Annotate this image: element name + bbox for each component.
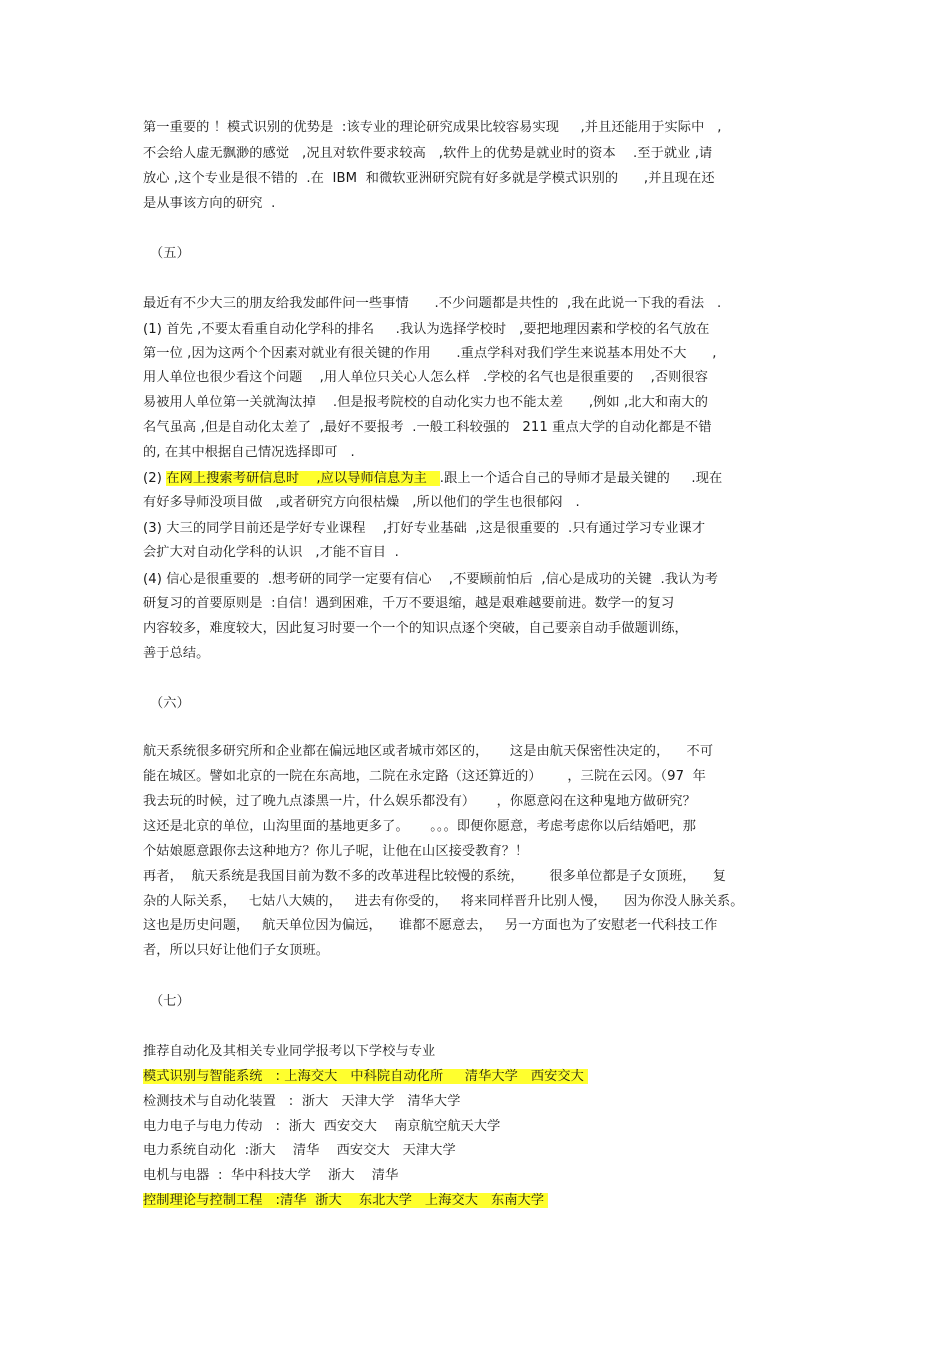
section-intro: 最近有不少大三的朋友给我发邮件问一些事情 .不少问题都是共性的 ,我在此说一下我的看法 . xyxy=(143,296,722,311)
paragraph-line: 不会给人虚无飘渺的感觉 ,况且对软件要求较高 ,软件上的优势是就业时的资本 .至于就业 ,请 xyxy=(143,146,713,161)
paragraph-line: 第一重要的 ！模式识别的优势是 :该专业的理论研究成果比较容易实现 ,并且还能用于实际中 , xyxy=(143,120,722,135)
list-item-line xyxy=(143,469,722,489)
recommendation-row: 电力系统自动化 :浙大 清华 西安交大 天津大学 xyxy=(143,1143,456,1158)
paragraph-line: 者，所以只好让他们子女顶班。 xyxy=(143,943,330,958)
list-item-line: (1) 首先 ,不要太看重自动化学科的排名 .我认为选择学校时 ,要把地理因素和学校的名气放在 xyxy=(143,322,710,337)
paragraph-line: 能在城区。譬如北京的一院在东高地，二院在永定路（这还算近的） ，三院在云冈。（97 年 xyxy=(143,769,706,784)
paragraph-line: 杂的人际关系， 七姑八大姨的， 进去有你受的， 将来同样晋升比别人慢， 因为你没人脉关系。 xyxy=(143,894,744,909)
paragraph-line: 我去玩的时候，过了晚九点漆黑一片，什么娱乐都没有） ，你愿意闷在这种鬼地方做研究？ xyxy=(143,794,696,809)
list-item-line: 名气虽高 ,但是自动化太差了 ,最好不要报考 .一般工科较强的 211 重点大学的自动化都是不错 xyxy=(143,420,712,435)
recommendation-row: 电力电子与电力传动 : 浙大 西安交大 南京航空航天大学 xyxy=(143,1119,501,1134)
recommendation-row xyxy=(143,1067,588,1087)
highlighted-text: 模式识别与智能系统 : 上海交大 中科院自动化所 清华大学 西安交大 xyxy=(143,1069,589,1084)
list-item-line: (4) 信心是很重要的 .想考研的同学一定要有信心 ,不要顾前怕后 ,信心是成功的关键 .我认为考 xyxy=(143,572,718,587)
paragraph-line: 个姑娘愿意跟你去这种地方？你儿子呢，让他在山区接受教育？！ xyxy=(143,844,529,859)
paragraph-line: 这也是历史问题， 航天单位因为偏远， 谁都不愿意去， 另一方面也为了安慰老一代科技工作 xyxy=(143,918,718,933)
paragraph-line: 这还是北京的单位，山沟里面的基地更多了。 。。。即便你愿意，考虑考虑你以后结婚吧，那 xyxy=(143,819,697,834)
paragraph-line: 再者， 航天系统是我国目前为数不多的改革进程比较慢的系统， 很多单位都是子女顶班， 复 xyxy=(143,869,726,884)
list-item-line: 会扩大对自动化学科的认识 ,才能不盲目 . xyxy=(143,545,399,560)
paragraph-line: 航天系统很多研究所和企业都在偏远地区或者城市郊区的， 这是由航天保密性决定的， 不可 xyxy=(143,744,714,759)
recommendation-row: 电机与电器 : 华中科技大学 浙大 清华 xyxy=(143,1168,399,1183)
list-item-line: 的, 在其中根据自己情况选择即可 . xyxy=(143,445,355,460)
list-item-line: 有好多导师没项目做 ,或者研究方向很枯燥 ,所以他们的学生也很郁闷 . xyxy=(143,495,580,510)
paragraph-line: 是从事该方向的研究 . xyxy=(143,196,276,211)
item-number: (2) xyxy=(143,471,167,486)
item-text: .跟上一个适合自己的导师才是最关键的 .现在 xyxy=(439,471,723,486)
section-heading: （七） xyxy=(150,994,190,1009)
list-item-line: 研复习的首要原则是 :自信！遇到困难，千万不要退缩，越是艰难越要前进。数学一的复习 xyxy=(143,596,675,611)
section-intro: 推荐自动化及其相关专业同学报考以下学校与专业 xyxy=(143,1044,436,1059)
paragraph-line: 放心 ,这个专业是很不错的 .在 IBM 和微软亚洲研究院有好多就是学模式识别的 ,并且现在还 xyxy=(143,171,715,186)
list-item-line: 内容较多，难度较大，因此复习时要一个一个的知识点逐个突破，自己要亲自动手做题训练， xyxy=(143,621,688,636)
highlighted-text: 在网上搜索考研信息时 ,应以导师信息为主 xyxy=(166,471,440,486)
section-heading: （六） xyxy=(150,696,190,711)
list-item-line: 用人单位也很少看这个问题 ,用人单位只关心人怎么样 .学校的名气也是很重要的 ,否则很容 xyxy=(143,370,709,385)
recommendation-row: 检测技术与自动化装置 : 浙大 天津大学 清华大学 xyxy=(143,1094,461,1109)
list-item-line: (3) 大三的同学目前还是学好专业课程 ,打好专业基础 ,这是很重要的 .只有通过学习专业课才 xyxy=(143,521,706,536)
list-item-line: 善于总结。 xyxy=(143,646,210,661)
section-heading: （五） xyxy=(150,246,190,261)
highlighted-text: 控制理论与控制工程 :清华 浙大 东北大学 上海交大 东南大学 xyxy=(143,1193,549,1208)
recommendation-row xyxy=(143,1191,548,1211)
list-item-line: 易被用人单位第一关就淘汰掉 .但是报考院校的自动化实力也不能太差 ,例如 ,北大和南大的 xyxy=(143,395,709,410)
list-item-line: 第一位 ,因为这两个个因素对就业有很关键的作用 .重点学科对我们学生来说基本用处不大 , xyxy=(143,346,717,361)
